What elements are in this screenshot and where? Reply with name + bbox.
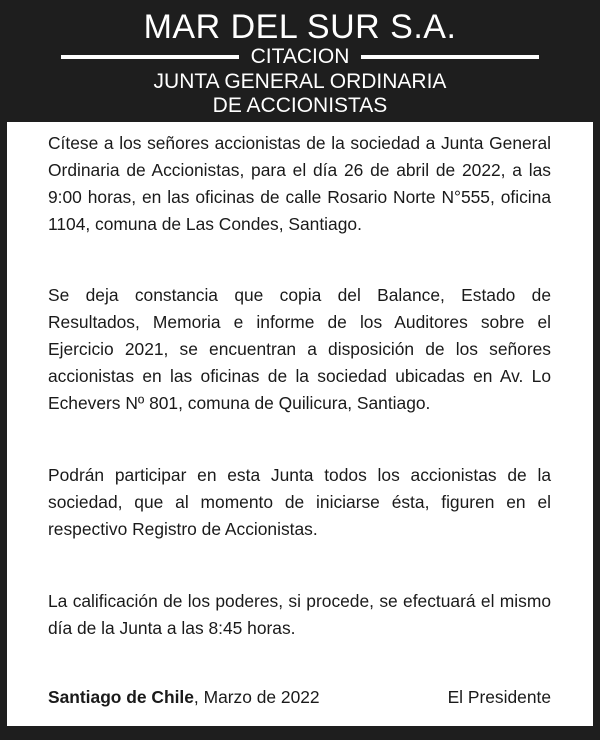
notice-footer [48, 684, 551, 711]
paragraph-proxies: La calificación de los poderes, si procede, se efectuará el mismo día de la Junta a las 8:45 horas. [48, 591, 551, 638]
citacion-row [7, 45, 593, 69]
meeting-title [7, 70, 593, 118]
meeting-title-line-1: JUNTA GENERAL ORDINARIA [153, 70, 447, 93]
notice-header [7, 0, 593, 122]
paragraph-convocation: Cítese a los señores accionistas de la sociedad a Junta General Ordinaria de Accionistas, para el día 26 de abril de 2022, a las 9:00 horas, en las oficinas de calle Rosario Norte N°555, oficina 1104, comuna de Las Condes, Santiago. [48, 133, 551, 234]
citacion-title: CITACION [250, 45, 350, 68]
signature: El Presidente [447, 687, 551, 707]
place-name: Santiago de Chile [48, 687, 194, 707]
notice-body [7, 122, 593, 726]
place-date [48, 684, 320, 711]
paragraph-participation: Podrán participar en esta Junta todos los accionistas de la sociedad, que al momento de iniciarse ésta, figuren en el respectivo Registro de Accionistas. [48, 465, 551, 539]
meeting-title-line-2: DE ACCIONISTAS [212, 94, 388, 117]
date-text: , Marzo de 2022 [193, 687, 320, 707]
right-rule-divider [361, 55, 539, 59]
company-name: MAR DEL SUR S.A. [143, 8, 457, 46]
paragraph-documents: Se deja constancia que copia del Balance, Estado de Resultados, Memoria e informe de los Auditores sobre el Ejercicio 2021, se encuentran a disposición de los señores accionistas en las oficinas de la sociedad ubicadas en Av. Lo Echevers Nº 801, comuna de Quilicura, Santiago. [48, 285, 551, 413]
left-rule-divider [61, 55, 239, 59]
